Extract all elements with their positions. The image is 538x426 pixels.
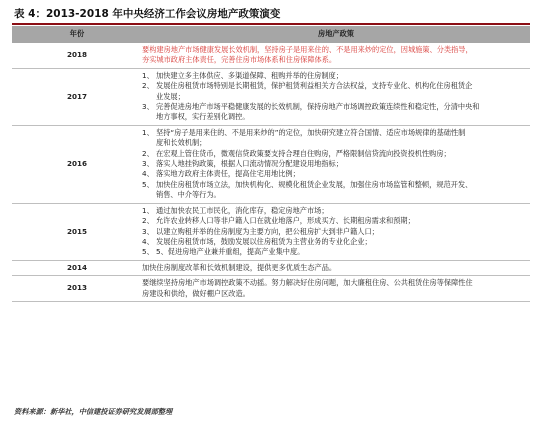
title-divider <box>12 23 530 25</box>
row-year: 2016 <box>12 125 142 203</box>
policy-item <box>142 102 526 123</box>
policy-text-line: 落实人地挂钩政策，根据人口流动情况分配建设用地指标； <box>156 159 343 169</box>
policy-table <box>12 26 530 302</box>
row-year: 2014 <box>12 260 142 275</box>
row-year: 2015 <box>12 203 142 260</box>
policy-text-line: 落实地方政府主体责任，提高住宅用地比例； <box>156 169 300 179</box>
policy-item <box>142 149 526 159</box>
policy-item <box>142 227 526 237</box>
policy-text-line: 允许农业转移人口等非户籍人口在就业地落户，形成买方、长期租房需求和预期； <box>156 216 415 226</box>
item-number: 5、 <box>142 247 154 257</box>
policy-text-line: 度和长效机制； <box>156 138 207 148</box>
row-policy <box>142 276 530 302</box>
table-row <box>12 260 530 275</box>
policy-text-line: 5、促进房地产业兼并重组，提高产业集中度。 <box>156 247 305 257</box>
item-number: 4、 <box>142 236 154 246</box>
policy-text-line: 房建设和供给，做好棚户区改造。 <box>142 288 250 298</box>
item-number: 3、 <box>142 226 154 236</box>
policy-item <box>142 81 526 102</box>
table-row <box>12 125 530 203</box>
item-number: 2、 <box>142 148 154 158</box>
policy-text-line: 加快建立多主体供应、多渠道保障、租购并举的住房制度； <box>156 70 343 80</box>
policy-text-line: 发展住房租赁市场特别是长期租赁，保护租赁利益相关方合法权益，支持专业化、机构化住房租赁企 <box>156 81 473 91</box>
item-number: 1、 <box>142 70 154 80</box>
policy-item <box>142 206 526 216</box>
header-policy: 房地产政策 <box>142 26 530 43</box>
policy-text-line: 加快住房租赁市场立法，加快机构化、规模化租赁企业发展，加强住房市场监管和整顿，规范开发、 <box>156 179 473 189</box>
policy-item <box>142 159 526 169</box>
table-row <box>12 276 530 302</box>
policy-text-line: 销售、中介等行为。 <box>156 190 221 200</box>
policy-text-line: 夯实城市政府主体责任，完善住房市场体系和住房保障体系。 <box>142 55 337 65</box>
table-row <box>12 203 530 260</box>
policy-text-line: 完善促进房地产市场平稳健康发展的长效机制，保持房地产市场调控政策连续性和稳定性，分清中央和 <box>156 102 480 112</box>
policy-text-line: 发展住房租赁市场，鼓励发展以住房租赁为主营业务的专业化企业； <box>156 236 372 246</box>
policy-text-line: 地方事权，实行差别化调控。 <box>156 112 250 122</box>
table-row <box>12 43 530 68</box>
policy-item <box>142 128 526 149</box>
row-year: 2013 <box>12 276 142 302</box>
policy-item <box>142 169 526 179</box>
source-note: 资料来源：新华社，中信建投证券研究发展部整理 <box>14 407 173 416</box>
policy-item <box>142 216 526 226</box>
policy-item <box>142 180 526 201</box>
policy-item <box>142 71 526 81</box>
item-number: 2、 <box>142 81 154 91</box>
row-policy <box>142 68 530 125</box>
policy-text-line: 在宏观上管住货币，微观信贷政策要支持合理自住购房，严格限制信贷流向投资投机性购房； <box>156 148 451 158</box>
item-number: 3、 <box>142 159 154 169</box>
item-number: 4、 <box>142 169 154 179</box>
policy-item <box>142 237 526 247</box>
row-year: 2018 <box>12 43 142 68</box>
policy-text-line: 要构建房地产市场健康发展长效机制，坚持房子是用来住的、不是用来炒的定位，因城施策、分类指导， <box>142 45 473 54</box>
policy-text-line: 业发展； <box>156 91 185 101</box>
header-year: 年份 <box>12 26 142 43</box>
table-row <box>12 68 530 125</box>
policy-text-line: 以建立购租并举的住房制度为主要方向，把公租房扩大到非户籍人口； <box>156 226 379 236</box>
policy-text-line: 加快住房制度改革和长效机制建设，提供更多优质生态产品。 <box>142 262 337 272</box>
item-number: 2、 <box>142 216 154 226</box>
policy-text-line: 要继续坚持房地产市场调控政策不动摇。努力解决好住房问题，加大廉租住房、公共租赁住房等保障性住 <box>142 278 473 288</box>
policy-text-line: 坚持“房子是用来住的、不是用来炒的”的定位，加快研究建立符合国情、适应市场规律的基础性制 <box>156 127 466 137</box>
row-policy <box>142 260 530 275</box>
row-policy <box>142 43 530 68</box>
item-number: 5、 <box>142 179 154 189</box>
policy-text-line: 通过加快农民工市民化，消化库存，稳定房地产市场； <box>156 205 329 215</box>
item-number: 3、 <box>142 102 154 112</box>
item-number: 1、 <box>142 205 154 215</box>
table-title: 表 4：2013-2018 年中央经济工作会议房地产政策演变 <box>14 8 281 20</box>
item-number: 1、 <box>142 127 154 137</box>
row-year: 2017 <box>12 68 142 125</box>
table-header-row <box>12 26 530 43</box>
row-policy <box>142 125 530 203</box>
row-policy <box>142 203 530 260</box>
policy-item <box>142 247 526 257</box>
